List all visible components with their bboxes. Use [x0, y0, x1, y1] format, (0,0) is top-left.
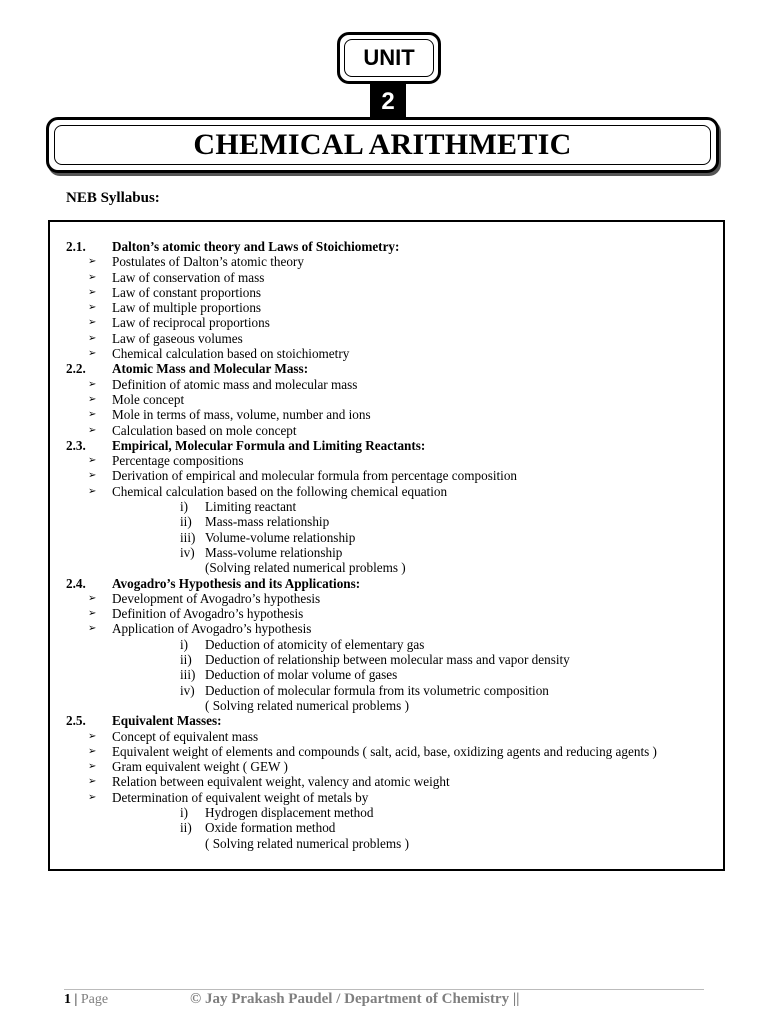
syllabus-subitem	[50, 560, 723, 575]
page-number: 1	[64, 992, 71, 1007]
unit-label: UNIT	[363, 45, 415, 70]
footer-rule	[64, 989, 704, 990]
section-heading	[50, 713, 723, 728]
arrow-bullet-icon: ➢	[88, 409, 97, 421]
syllabus-item-text: Definition of Avogadro’s hypothesis	[112, 606, 304, 622]
syllabus-subitem	[50, 499, 723, 514]
section-title: Atomic Mass and Molecular Mass:	[112, 361, 309, 377]
page-separator: |	[71, 992, 81, 1007]
syllabus-item	[50, 591, 723, 606]
section-title: Equivalent Masses:	[112, 713, 222, 729]
subitem-numeral: iii)	[180, 667, 196, 683]
arrow-bullet-icon: ➢	[88, 776, 97, 788]
section-title: Avogadro’s Hypothesis and its Applications:	[112, 575, 361, 591]
syllabus-subitem	[50, 820, 723, 835]
syllabus-item	[50, 254, 723, 269]
syllabus-item	[50, 621, 723, 636]
arrow-bullet-icon: ➢	[88, 745, 97, 757]
syllabus-box	[48, 220, 725, 871]
syllabus-item-text: Calculation based on mole concept	[112, 422, 297, 438]
syllabus-item-text: Law of reciprocal proportions	[112, 315, 270, 331]
syllabus-item-text: Mole concept	[112, 391, 185, 407]
arrow-bullet-icon: ➢	[88, 271, 97, 283]
syllabus-subitem	[50, 545, 723, 560]
syllabus-subitem	[50, 683, 723, 698]
syllabus-item	[50, 423, 723, 438]
subitem-text: Hydrogen displacement method	[205, 804, 374, 820]
syllabus-item	[50, 774, 723, 789]
syllabus-item-text: Law of multiple proportions	[112, 300, 262, 316]
subitem-text: Deduction of molecular formula from its volumetric composition	[205, 682, 549, 698]
syllabus-subitem	[50, 514, 723, 529]
syllabus-item	[50, 331, 723, 346]
arrow-bullet-icon: ➢	[88, 256, 97, 268]
section-heading	[50, 239, 723, 254]
syllabus-item	[50, 392, 723, 407]
arrow-bullet-icon: ➢	[88, 608, 97, 620]
section-number: 2.2.	[66, 361, 86, 377]
page-label: Page	[80, 992, 109, 1007]
syllabus-subitem	[50, 667, 723, 682]
arrow-bullet-icon: ➢	[88, 791, 97, 803]
section-number: 2.3.	[66, 437, 86, 453]
arrow-bullet-icon: ➢	[88, 592, 97, 604]
subitem-numeral: i)	[180, 636, 189, 652]
syllabus-item	[50, 729, 723, 744]
page-footer	[64, 992, 108, 1008]
subitem-numeral: ii)	[180, 652, 192, 668]
syllabus-item-text: Law of constant proportions	[112, 284, 262, 300]
section-heading	[50, 438, 723, 453]
syllabus-item	[50, 285, 723, 300]
subitem-text: Oxide formation method	[205, 820, 336, 836]
syllabus-item-text: Determination of equivalent weight of metals by	[112, 789, 369, 805]
syllabus-item-text: Concept of equivalent mass	[112, 728, 259, 744]
subitem-text: Deduction of molar volume of gases	[205, 667, 398, 683]
syllabus-subitem	[50, 530, 723, 545]
section-number: 2.4.	[66, 575, 86, 591]
syllabus-item	[50, 346, 723, 361]
syllabus-item-text: Mole in terms of mass, volume, number and ions	[112, 407, 371, 423]
syllabus-item	[50, 744, 723, 759]
syllabus-item-text: Development of Avogadro’s hypothesis	[112, 590, 321, 606]
syllabus-item	[50, 300, 723, 315]
syllabus-item-text: Chemical calculation based on the following chemical equation	[112, 483, 448, 499]
syllabus-subitem	[50, 836, 723, 851]
subitem-text: Mass-volume relationship	[205, 544, 343, 560]
syllabus-subitem	[50, 652, 723, 667]
arrow-bullet-icon: ➢	[88, 332, 97, 344]
syllabus-item	[50, 270, 723, 285]
syllabus-item-text: Derivation of empirical and molecular formula from percentage composition	[112, 468, 518, 484]
subitem-text: Limiting reactant	[205, 499, 297, 515]
chapter-title-banner	[46, 117, 719, 173]
syllabus-item	[50, 759, 723, 774]
syllabus-item	[50, 377, 723, 392]
syllabus-subitem	[50, 805, 723, 820]
section-number: 2.5.	[66, 713, 86, 729]
subitem-text: Mass-mass relationship	[205, 514, 330, 530]
unit-number: 2	[370, 84, 406, 120]
arrow-bullet-icon: ➢	[88, 730, 97, 742]
subitem-numeral: ii)	[180, 514, 192, 530]
syllabus-item-text: Application of Avogadro’s hypothesis	[112, 621, 312, 637]
syllabus-item	[50, 606, 723, 621]
subitem-text: Volume-volume relationship	[205, 529, 356, 545]
subitem-numeral: iv)	[180, 544, 195, 560]
subitem-numeral: iv)	[180, 682, 195, 698]
syllabus-item-text: Definition of atomic mass and molecular mass	[112, 376, 358, 392]
section-heading	[50, 361, 723, 376]
syllabus-item-text: Equivalent weight of elements and compounds ( salt, acid, base, oxidizing agents and reducing agents )	[112, 743, 657, 759]
syllabus-item	[50, 484, 723, 499]
footer-credit: © Jay Prakash Paudel / Department of Chemistry ||	[190, 991, 520, 1007]
syllabus-subitem	[50, 698, 723, 713]
syllabus-item	[50, 407, 723, 422]
arrow-bullet-icon: ➢	[88, 761, 97, 773]
subitem-numeral: i)	[180, 804, 189, 820]
arrow-bullet-icon: ➢	[88, 302, 97, 314]
arrow-bullet-icon: ➢	[88, 286, 97, 298]
arrow-bullet-icon: ➢	[88, 378, 97, 390]
syllabus-subitem	[50, 637, 723, 652]
subitem-numeral: ii)	[180, 820, 192, 836]
subitem-text: ( Solving related numerical problems )	[205, 697, 409, 713]
subitem-text: Deduction of atomicity of elementary gas	[205, 636, 425, 652]
syllabus-label: NEB Syllabus:	[66, 190, 160, 206]
syllabus-item	[50, 315, 723, 330]
section-title: Empirical, Molecular Formula and Limiting Reactants:	[112, 437, 426, 453]
syllabus-item-text: Law of conservation of mass	[112, 269, 265, 285]
syllabus-item-text: Law of gaseous volumes	[112, 330, 243, 346]
arrow-bullet-icon: ➢	[88, 485, 97, 497]
syllabus-item	[50, 790, 723, 805]
syllabus-item-text: Gram equivalent weight ( GEW )	[112, 759, 288, 775]
subitem-numeral: i)	[180, 499, 189, 515]
subitem-text: Deduction of relationship between molecular mass and vapor density	[205, 652, 570, 668]
subitem-text: ( Solving related numerical problems )	[205, 835, 409, 851]
chapter-title: CHEMICAL ARITHMETIC	[193, 128, 572, 161]
arrow-bullet-icon: ➢	[88, 317, 97, 329]
section-number: 2.1.	[66, 239, 86, 254]
subitem-numeral: iii)	[180, 529, 196, 545]
arrow-bullet-icon: ➢	[88, 393, 97, 405]
arrow-bullet-icon: ➢	[88, 455, 97, 467]
syllabus-item-text: Relation between equivalent weight, valency and atomic weight	[112, 774, 450, 790]
section-heading	[50, 576, 723, 591]
section-title: Dalton’s atomic theory and Laws of Stoichiometry:	[112, 239, 400, 254]
syllabus-item	[50, 468, 723, 483]
unit-badge	[337, 32, 441, 84]
syllabus-item	[50, 453, 723, 468]
syllabus-item-text: Postulates of Dalton’s atomic theory	[112, 254, 304, 270]
arrow-bullet-icon: ➢	[88, 470, 97, 482]
syllabus-item-text: Percentage compositions	[112, 453, 244, 469]
subitem-text: (Solving related numerical problems )	[205, 560, 406, 576]
arrow-bullet-icon: ➢	[88, 623, 97, 635]
syllabus-lines	[50, 239, 723, 851]
arrow-bullet-icon: ➢	[88, 348, 97, 360]
syllabus-item-text: Chemical calculation based on stoichiometry	[112, 346, 350, 362]
arrow-bullet-icon: ➢	[88, 424, 97, 436]
